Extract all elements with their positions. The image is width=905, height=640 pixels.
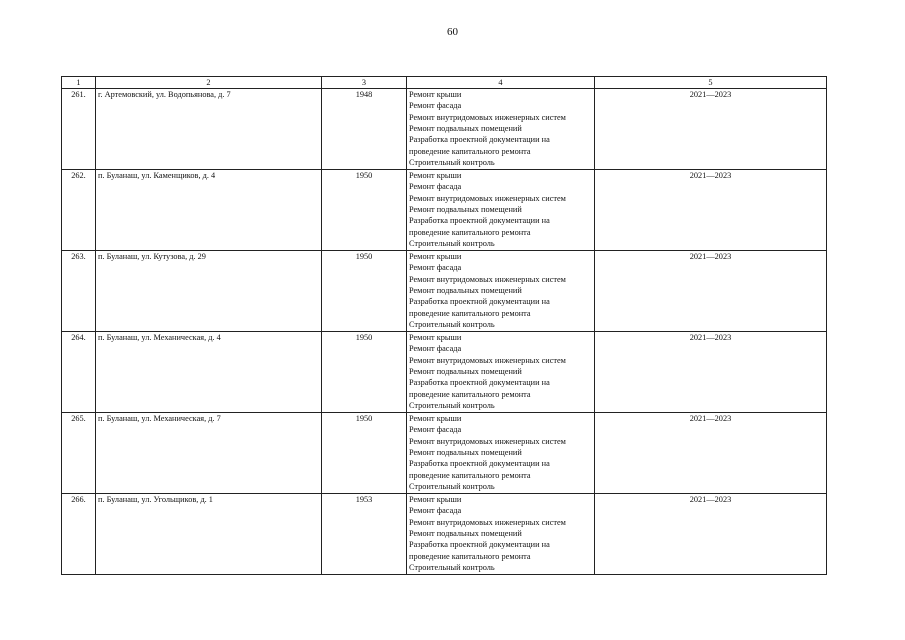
work-item: Ремонт фасада (409, 506, 462, 516)
period-cell: 2021—2023 (595, 413, 827, 494)
table-row (62, 251, 827, 332)
works-cell (407, 494, 595, 575)
work-item: Ремонт фасада (409, 182, 462, 192)
period-cell: 2021—2023 (595, 494, 827, 575)
work-item: Разработка проектной документации на (409, 378, 550, 388)
work-item: проведение капитального ремонта (409, 227, 531, 237)
work-item: Разработка проектной документации на (409, 297, 550, 307)
work-item: Ремонт подвальных помещений (409, 367, 522, 377)
work-item: Строительный контроль (409, 401, 495, 411)
works-cell (407, 89, 595, 170)
address-cell: п. Буланаш, ул. Угольщиков, д. 1 (96, 494, 322, 575)
column-header-number: 1 (62, 77, 96, 89)
table-row (62, 170, 827, 251)
works-cell (407, 170, 595, 251)
construction-year-cell: 1950 (322, 170, 407, 251)
period-cell: 2021—2023 (595, 170, 827, 251)
address-cell: г. Артемовский, ул. Водопьянова, д. 7 (96, 89, 322, 170)
work-item: проведение капитального ремонта (409, 551, 531, 561)
work-item: Ремонт внутридомовых инженерных систем (409, 274, 566, 284)
address-cell: п. Буланаш, ул. Механическая, д. 4 (96, 332, 322, 413)
works-cell (407, 251, 595, 332)
row-number-cell: 261. (62, 89, 96, 170)
construction-year-cell: 1953 (322, 494, 407, 575)
work-item: Ремонт подвальных помещений (409, 205, 522, 215)
work-item: Ремонт внутридомовых инженерных систем (409, 112, 566, 122)
work-item: Ремонт подвальных помещений (409, 124, 522, 134)
column-header-period: 5 (595, 77, 827, 89)
column-header-year: 3 (322, 77, 407, 89)
work-item: Ремонт подвальных помещений (409, 286, 522, 296)
work-item: Разработка проектной документации на (409, 540, 550, 550)
work-item: Ремонт внутридомовых инженерных систем (409, 355, 566, 365)
address-cell: п. Буланаш, ул. Механическая, д. 7 (96, 413, 322, 494)
table-row (62, 332, 827, 413)
period-cell: 2021—2023 (595, 89, 827, 170)
work-item: Разработка проектной документации на (409, 216, 550, 226)
table-body (62, 89, 827, 575)
construction-year-cell: 1950 (322, 251, 407, 332)
row-number-cell: 265. (62, 413, 96, 494)
work-item: Ремонт крыши (409, 495, 462, 504)
row-number-cell: 263. (62, 251, 96, 332)
work-item: Ремонт крыши (409, 252, 462, 261)
work-item: Строительный контроль (409, 563, 495, 573)
work-item: Ремонт подвальных помещений (409, 448, 522, 458)
work-item: Ремонт крыши (409, 414, 462, 423)
address-cell: п. Буланаш, ул. Каменщиков, д. 4 (96, 170, 322, 251)
works-cell (407, 332, 595, 413)
page-number: 60 (447, 26, 458, 38)
row-number-cell: 262. (62, 170, 96, 251)
construction-year-cell: 1950 (322, 332, 407, 413)
column-header-works: 4 (407, 77, 595, 89)
construction-year-cell: 1948 (322, 89, 407, 170)
table-row (62, 89, 827, 170)
column-header-address: 2 (96, 77, 322, 89)
work-item: Ремонт подвальных помещений (409, 529, 522, 539)
work-item: Разработка проектной документации на (409, 135, 550, 145)
work-item: Ремонт крыши (409, 90, 462, 99)
work-item: Ремонт внутридомовых инженерных систем (409, 436, 566, 446)
work-item: Ремонт фасада (409, 425, 462, 435)
construction-year-cell: 1950 (322, 413, 407, 494)
row-number-cell: 264. (62, 332, 96, 413)
period-cell: 2021—2023 (595, 251, 827, 332)
work-item: Разработка проектной документации на (409, 459, 550, 469)
header-row (62, 77, 827, 89)
table-row (62, 494, 827, 575)
work-item: Ремонт фасада (409, 344, 462, 354)
work-item: Строительный контроль (409, 320, 495, 330)
repair-schedule-table (61, 76, 827, 575)
work-item: Строительный контроль (409, 239, 495, 249)
work-item: проведение капитального ремонта (409, 146, 531, 156)
table-row (62, 413, 827, 494)
works-cell (407, 413, 595, 494)
work-item: проведение капитального ремонта (409, 389, 531, 399)
work-item: проведение капитального ремонта (409, 308, 531, 318)
work-item: проведение капитального ремонта (409, 470, 531, 480)
table-header (62, 77, 827, 89)
work-item: Ремонт внутридомовых инженерных систем (409, 193, 566, 203)
period-cell: 2021—2023 (595, 332, 827, 413)
row-number-cell: 266. (62, 494, 96, 575)
work-item: Ремонт фасада (409, 101, 462, 111)
address-cell: п. Буланаш, ул. Кутузова, д. 29 (96, 251, 322, 332)
work-item: Строительный контроль (409, 482, 495, 492)
work-item: Строительный контроль (409, 158, 495, 168)
work-item: Ремонт фасада (409, 263, 462, 273)
work-item: Ремонт внутридомовых инженерных систем (409, 517, 566, 527)
work-item: Ремонт крыши (409, 333, 462, 342)
work-item: Ремонт крыши (409, 171, 462, 180)
